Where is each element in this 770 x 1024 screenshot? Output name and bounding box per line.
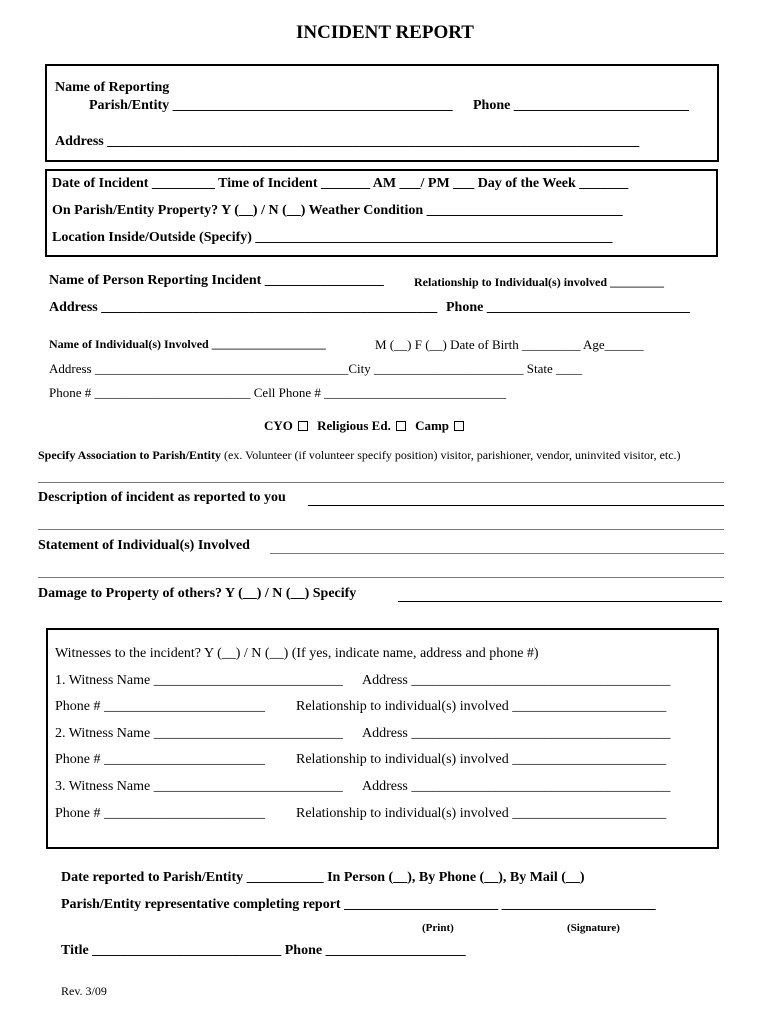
camp-checkbox[interactable] <box>454 421 464 431</box>
witness-2-name[interactable]: 2. Witness Name ___________________________ <box>55 726 343 741</box>
description-line-2[interactable] <box>38 529 724 530</box>
entity-address-field[interactable]: Address ____________________________________________________________________________ <box>55 134 640 149</box>
witness-3-phone[interactable]: Phone # _______________________ <box>55 806 265 821</box>
description-line-1[interactable] <box>308 505 724 506</box>
association-line[interactable] <box>38 482 724 483</box>
damage-label: Damage to Property of others? Y (__) / N (__) Specify <box>38 586 357 601</box>
association-row <box>38 448 681 463</box>
property-weather-row[interactable]: On Parish/Entity Property? Y (__) / N (__) Weather Condition ____________________________ <box>52 203 623 218</box>
program-checkboxes <box>264 418 464 434</box>
individual-phone-row[interactable]: Phone # ________________________ Cell Phone # ____________________________ <box>49 385 507 400</box>
individual-address-row[interactable]: Address _______________________________________City _______________________ State ____ <box>49 361 582 376</box>
description-label: Description of incident as reported to you <box>38 490 286 505</box>
witness-3-address[interactable]: Address _____________________________________ <box>362 779 671 794</box>
statement-line-1[interactable] <box>270 553 724 554</box>
title-phone-row[interactable]: Title ___________________________ Phone ____________________ <box>61 943 466 958</box>
witness-3-name[interactable]: 3. Witness Name ___________________________ <box>55 779 343 794</box>
reporter-address-field[interactable]: Address ________________________________________________ <box>49 300 438 315</box>
witness-2-address[interactable]: Address _____________________________________ <box>362 726 671 741</box>
cyo-label: CYO <box>264 418 293 433</box>
page-title: INCIDENT REPORT <box>296 22 474 43</box>
individual-involved-field[interactable]: Name of Individual(s) Involved ___________________ <box>49 337 326 351</box>
association-note: (ex. Volunteer (if volunteer specify position) visitor, parishioner, vendor, uninvited visitor, etc.) <box>224 448 681 462</box>
date-reported-row[interactable]: Date reported to Parish/Entity ___________ In Person (__), By Phone (__), By Mail (__) <box>61 870 585 885</box>
witness-1-relationship[interactable]: Relationship to individual(s) involved ______________________ <box>296 699 667 714</box>
witness-1-phone[interactable]: Phone # _______________________ <box>55 699 265 714</box>
religious-ed-label: Religious Ed. <box>317 418 391 433</box>
witness-2-relationship[interactable]: Relationship to individual(s) involved ______________________ <box>296 752 667 767</box>
relationship-field[interactable]: Relationship to Individual(s) involved _________ <box>414 275 665 289</box>
witness-1-address[interactable]: Address _____________________________________ <box>362 673 671 688</box>
incident-date-time-row[interactable]: Date of Incident _________ Time of Incident _______ AM ___/ PM ___ Day of the Week _______ <box>52 176 629 191</box>
witness-3-relationship[interactable]: Relationship to individual(s) involved ______________________ <box>296 806 667 821</box>
person-reporting-field[interactable]: Name of Person Reporting Incident _________________ <box>49 273 384 288</box>
damage-specify-line[interactable] <box>398 601 722 602</box>
location-field[interactable]: Location Inside/Outside (Specify) ___________________________________________________ <box>52 230 613 245</box>
camp-label: Camp <box>415 418 450 433</box>
signature-caption: (Signature) <box>567 922 620 934</box>
association-label: Specify Association to Parish/Entity <box>38 448 222 462</box>
revision-label: Rev. 3/09 <box>61 984 107 998</box>
cyo-checkbox[interactable] <box>298 421 308 431</box>
reporting-name-label: Name of Reporting <box>55 80 170 95</box>
reporter-phone-field[interactable]: Phone _____________________________ <box>446 300 690 315</box>
representative-row[interactable]: Parish/Entity representative completing report ______________________ ______________________ <box>61 897 656 912</box>
witnesses-intro[interactable]: Witnesses to the incident? Y (__) / N (__) (If yes, indicate name, address and phone #) <box>55 646 539 661</box>
sex-dob-age-field[interactable]: M (__) F (__) Date of Birth _________ Age______ <box>375 337 644 352</box>
statement-label: Statement of Individual(s) Involved <box>38 538 250 553</box>
religious-ed-checkbox[interactable] <box>396 421 406 431</box>
print-caption: (Print) <box>422 922 454 934</box>
statement-line-2[interactable] <box>38 577 724 578</box>
parish-entity-field[interactable]: Parish/Entity ________________________________________ <box>89 98 453 113</box>
entity-phone-field[interactable]: Phone _________________________ <box>473 98 689 113</box>
witness-1-name[interactable]: 1. Witness Name ___________________________ <box>55 673 343 688</box>
witness-2-phone[interactable]: Phone # _______________________ <box>55 752 265 767</box>
